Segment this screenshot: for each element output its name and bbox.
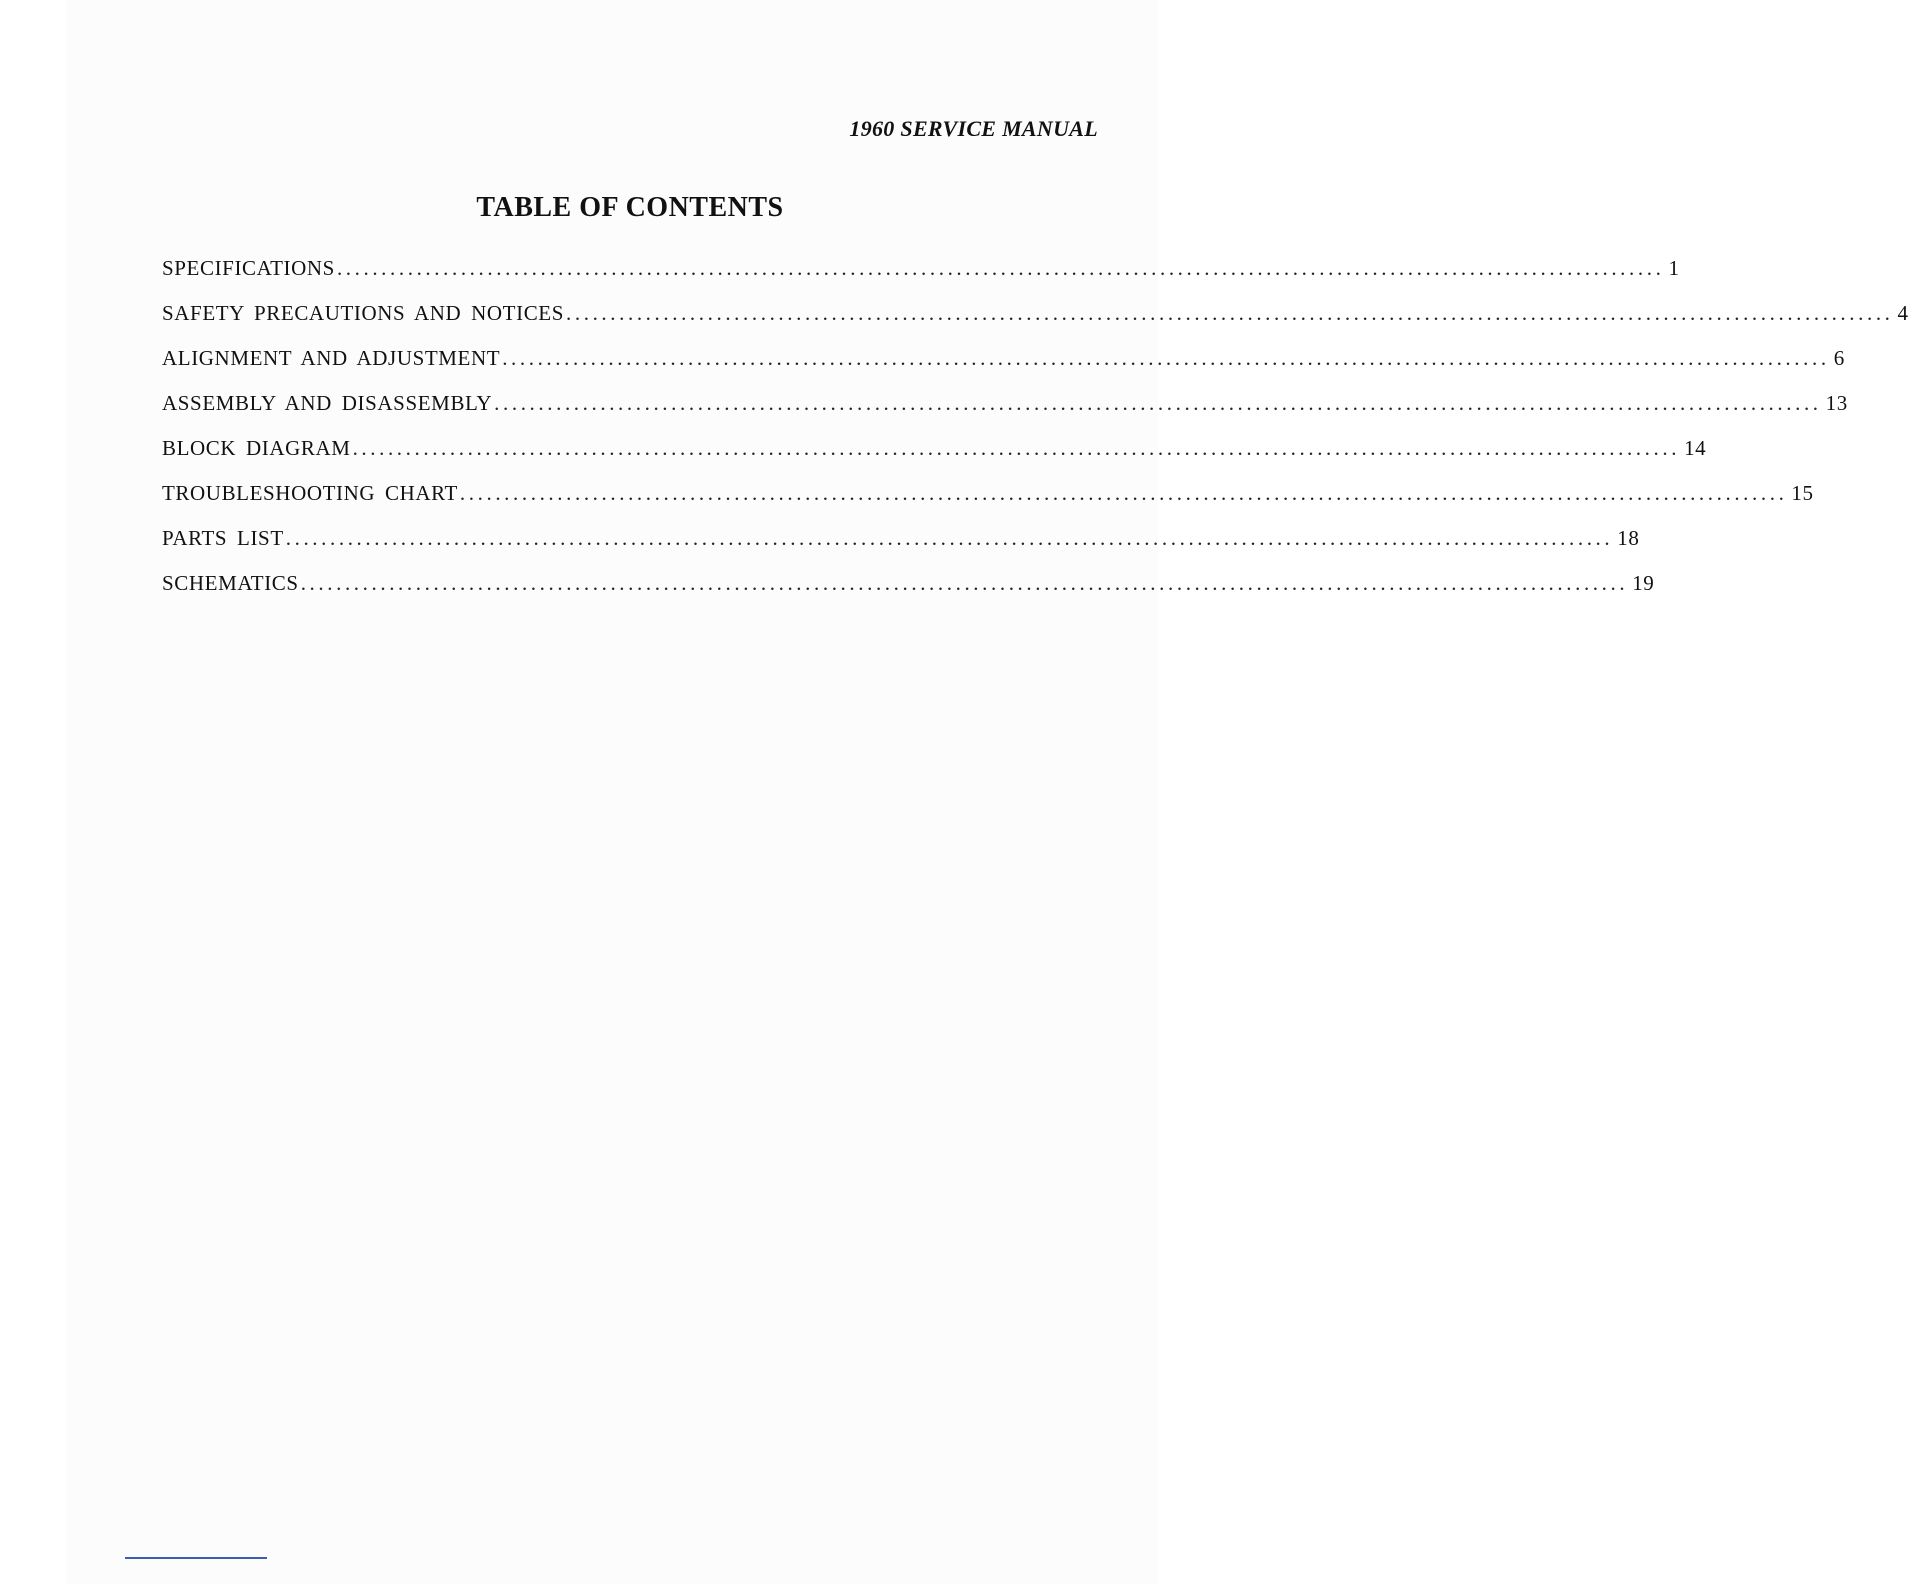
toc-entry-label: ASSEMBLY AND DISASSEMBLY <box>162 391 493 415</box>
dot-leader: ...................................................................................................................................................... <box>300 571 1629 595</box>
toc-entry-page-number: 18 <box>1617 526 1640 550</box>
toc-entry-label: ALIGNMENT AND ADJUSTMENT <box>162 346 501 370</box>
table-of-contents <box>162 256 1909 616</box>
toc-entry-schematics[interactable] <box>162 571 1655 616</box>
toc-entry-label: SPECIFICATIONS <box>162 256 335 280</box>
toc-entry-assembly-disassembly[interactable] <box>162 391 1848 436</box>
toc-entry-label: SAFETY PRECAUTIONS AND NOTICES <box>162 301 565 325</box>
toc-entry-page-number: 13 <box>1825 391 1848 415</box>
toc-entry-label: TROUBLESHOOTING CHART <box>162 481 458 505</box>
toc-entry-block-diagram[interactable] <box>162 436 1707 481</box>
toc-entry-safety-precautions[interactable] <box>162 301 1909 346</box>
dot-leader: ...................................................................................................................................................... <box>494 391 1822 415</box>
toc-entry-label: BLOCK DIAGRAM <box>162 436 351 460</box>
dot-leader: ...................................................................................................................................................... <box>459 481 1788 505</box>
dot-leader: ...................................................................................................................................................... <box>336 256 1665 280</box>
dot-leader: ...................................................................................................................................................... <box>502 346 1830 370</box>
dot-leader: ...................................................................................................................................................... <box>566 301 1894 325</box>
footer-rule <box>125 1557 267 1559</box>
toc-entry-alignment-adjustment[interactable] <box>162 346 1845 391</box>
toc-entry-page-number: 1 <box>1668 256 1680 280</box>
toc-entry-label: PARTS LIST <box>162 526 284 550</box>
toc-entry-page-number: 4 <box>1897 301 1909 325</box>
toc-entry-page-number: 14 <box>1684 436 1707 460</box>
dot-leader: ...................................................................................................................................................... <box>352 436 1681 460</box>
toc-entry-troubleshooting-chart[interactable] <box>162 481 1814 526</box>
toc-entry-parts-list[interactable] <box>162 526 1640 571</box>
dot-leader: ...................................................................................................................................................... <box>285 526 1614 550</box>
toc-entry-page-number: 6 <box>1833 346 1845 370</box>
toc-entry-page-number: 15 <box>1791 481 1814 505</box>
toc-entry-specifications[interactable] <box>162 256 1680 301</box>
running-header: 1960 SERVICE MANUAL <box>849 116 1098 141</box>
page-title: TABLE OF CONTENTS <box>476 192 784 223</box>
toc-entry-page-number: 19 <box>1632 571 1655 595</box>
document-page <box>66 0 1158 1584</box>
toc-entry-label: SCHEMATICS <box>162 571 299 595</box>
